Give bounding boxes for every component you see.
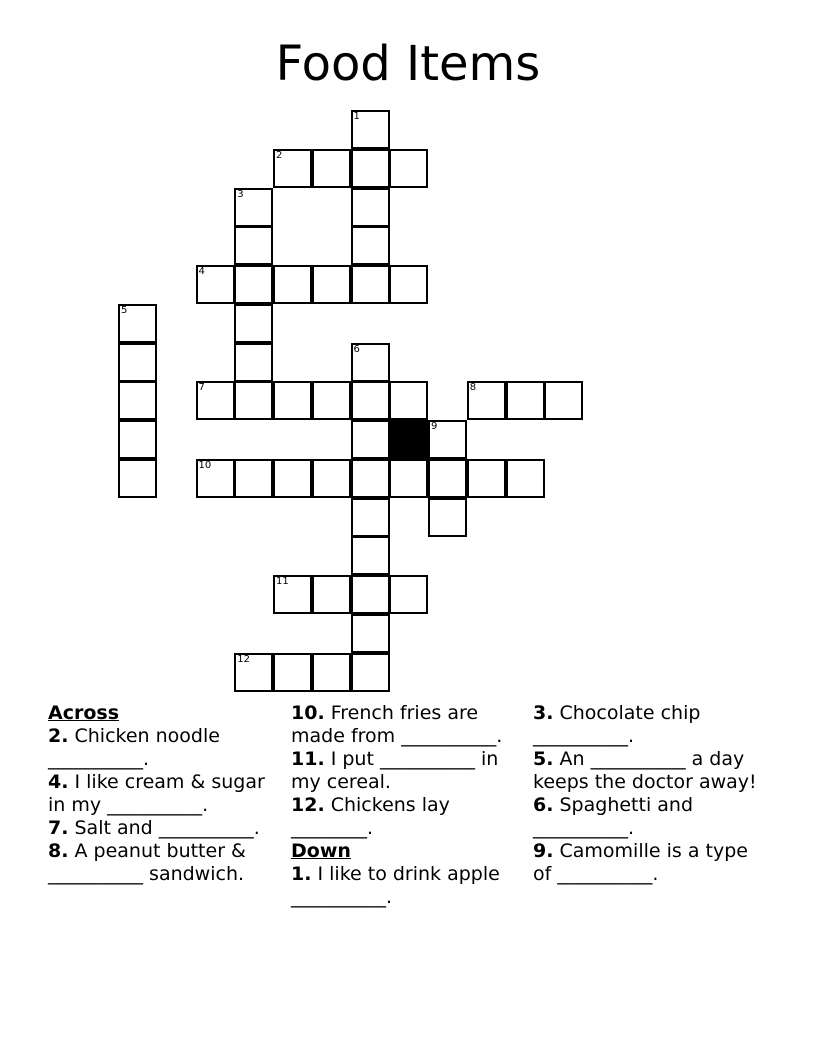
grid-cell[interactable] (196, 265, 235, 304)
grid-cell[interactable] (428, 498, 467, 537)
grid-cell[interactable] (351, 420, 390, 459)
grid-cell[interactable] (273, 575, 312, 614)
clue-across-7: 7. Salt and __________. (48, 817, 260, 839)
clue-number: 3 (237, 188, 244, 200)
grid-cell[interactable] (312, 381, 351, 420)
clue-number: 7 (198, 382, 205, 394)
grid-cell[interactable] (351, 149, 390, 188)
grid-cell[interactable] (118, 459, 157, 498)
grid-cell[interactable] (273, 265, 312, 304)
clue-number: 4 (198, 266, 205, 277)
grid-cell[interactable] (312, 265, 351, 304)
grid-cell[interactable] (351, 575, 390, 614)
grid-cell[interactable] (118, 304, 157, 343)
grid-cell[interactable] (196, 459, 235, 498)
clue-down-3: 3. Chocolate chip __________. (533, 702, 701, 747)
clue-across-8: 8. A peanut butter & __________ sandwich. (48, 840, 246, 885)
clue-column-2 (291, 702, 523, 909)
clue-across-4: 4. I like cream & sugar in my __________. (48, 771, 265, 816)
grid-cell[interactable] (351, 498, 390, 537)
grid-cell[interactable] (234, 459, 273, 498)
clue-number: 8 (469, 382, 477, 394)
clue-across-11: 11. I put __________ in my cereal. (291, 748, 499, 793)
grid-cell[interactable] (234, 343, 273, 382)
grid-cell[interactable] (351, 381, 390, 420)
grid-cell[interactable] (428, 459, 467, 498)
clue-number: 5 (121, 304, 128, 316)
clue-number: 10 (198, 459, 212, 471)
grid-cell[interactable] (273, 653, 312, 692)
grid-cell[interactable] (351, 188, 390, 227)
grid-cell[interactable] (196, 381, 235, 420)
clue-down-6: 6. Spaghetti and __________. (533, 794, 694, 839)
grid-cell[interactable] (389, 381, 428, 420)
clue-number: 9 (431, 421, 438, 432)
page-title: Food Items (275, 36, 541, 92)
clue-across-12: 12. Chickens lay ________. (291, 794, 450, 839)
grid-cell[interactable] (118, 343, 157, 382)
grid-cell[interactable] (351, 536, 390, 575)
grid-cell[interactable] (234, 265, 273, 304)
grid-cell[interactable] (467, 381, 506, 420)
black-cell (389, 420, 428, 459)
clue-number: 1 (353, 111, 360, 122)
grid-cell[interactable] (312, 575, 351, 614)
grid-cell[interactable] (234, 226, 273, 265)
grid-cell[interactable] (506, 459, 545, 498)
grid-cell[interactable] (351, 265, 390, 304)
grid-cell[interactable] (234, 653, 273, 692)
grid-cell[interactable] (351, 614, 390, 653)
grid-cell[interactable] (312, 149, 351, 188)
grid-cell[interactable] (506, 381, 545, 420)
grid-cell[interactable] (234, 188, 273, 227)
clue-column-1 (48, 702, 280, 886)
grid-cell[interactable] (467, 459, 506, 498)
grid-cell[interactable] (118, 420, 157, 459)
down-heading: Down (291, 840, 351, 862)
clue-down-1: 1. I like to drink apple __________. (291, 863, 500, 908)
grid-cell[interactable] (351, 110, 390, 149)
clue-down-9: 9. Camomille is a type of __________. (533, 840, 748, 885)
grid-cell[interactable] (389, 459, 428, 498)
clue-down-5: 5. An __________ a day keeps the doctor away! (533, 748, 757, 793)
grid-cell[interactable] (351, 226, 390, 265)
grid-cell[interactable] (428, 420, 467, 459)
clue-number: 6 (353, 343, 360, 355)
grid-cell[interactable] (273, 149, 312, 188)
grid-cell[interactable] (351, 459, 390, 498)
grid-cell[interactable] (118, 381, 157, 420)
grid-cell[interactable] (389, 149, 428, 188)
grid-cell[interactable] (273, 459, 312, 498)
grid-cell[interactable] (234, 304, 273, 343)
grid-cell[interactable] (312, 653, 351, 692)
clue-column-3 (533, 702, 765, 886)
clue-across-2: 2. Chicken noodle __________. (48, 725, 220, 770)
clue-across-10: 10. French fries are made from __________. (291, 702, 503, 747)
across-heading: Across (48, 702, 120, 724)
clue-number: 11 (276, 576, 289, 587)
grid-cell[interactable] (389, 575, 428, 614)
grid-cell[interactable] (351, 343, 390, 382)
grid-cell[interactable] (544, 381, 583, 420)
grid-cell[interactable] (389, 265, 428, 304)
grid-cell[interactable] (273, 381, 312, 420)
grid-cell[interactable] (312, 459, 351, 498)
clue-number: 12 (237, 653, 250, 665)
clue-number: 2 (276, 149, 283, 161)
grid-cell[interactable] (234, 381, 273, 420)
grid-cell[interactable] (351, 653, 390, 692)
